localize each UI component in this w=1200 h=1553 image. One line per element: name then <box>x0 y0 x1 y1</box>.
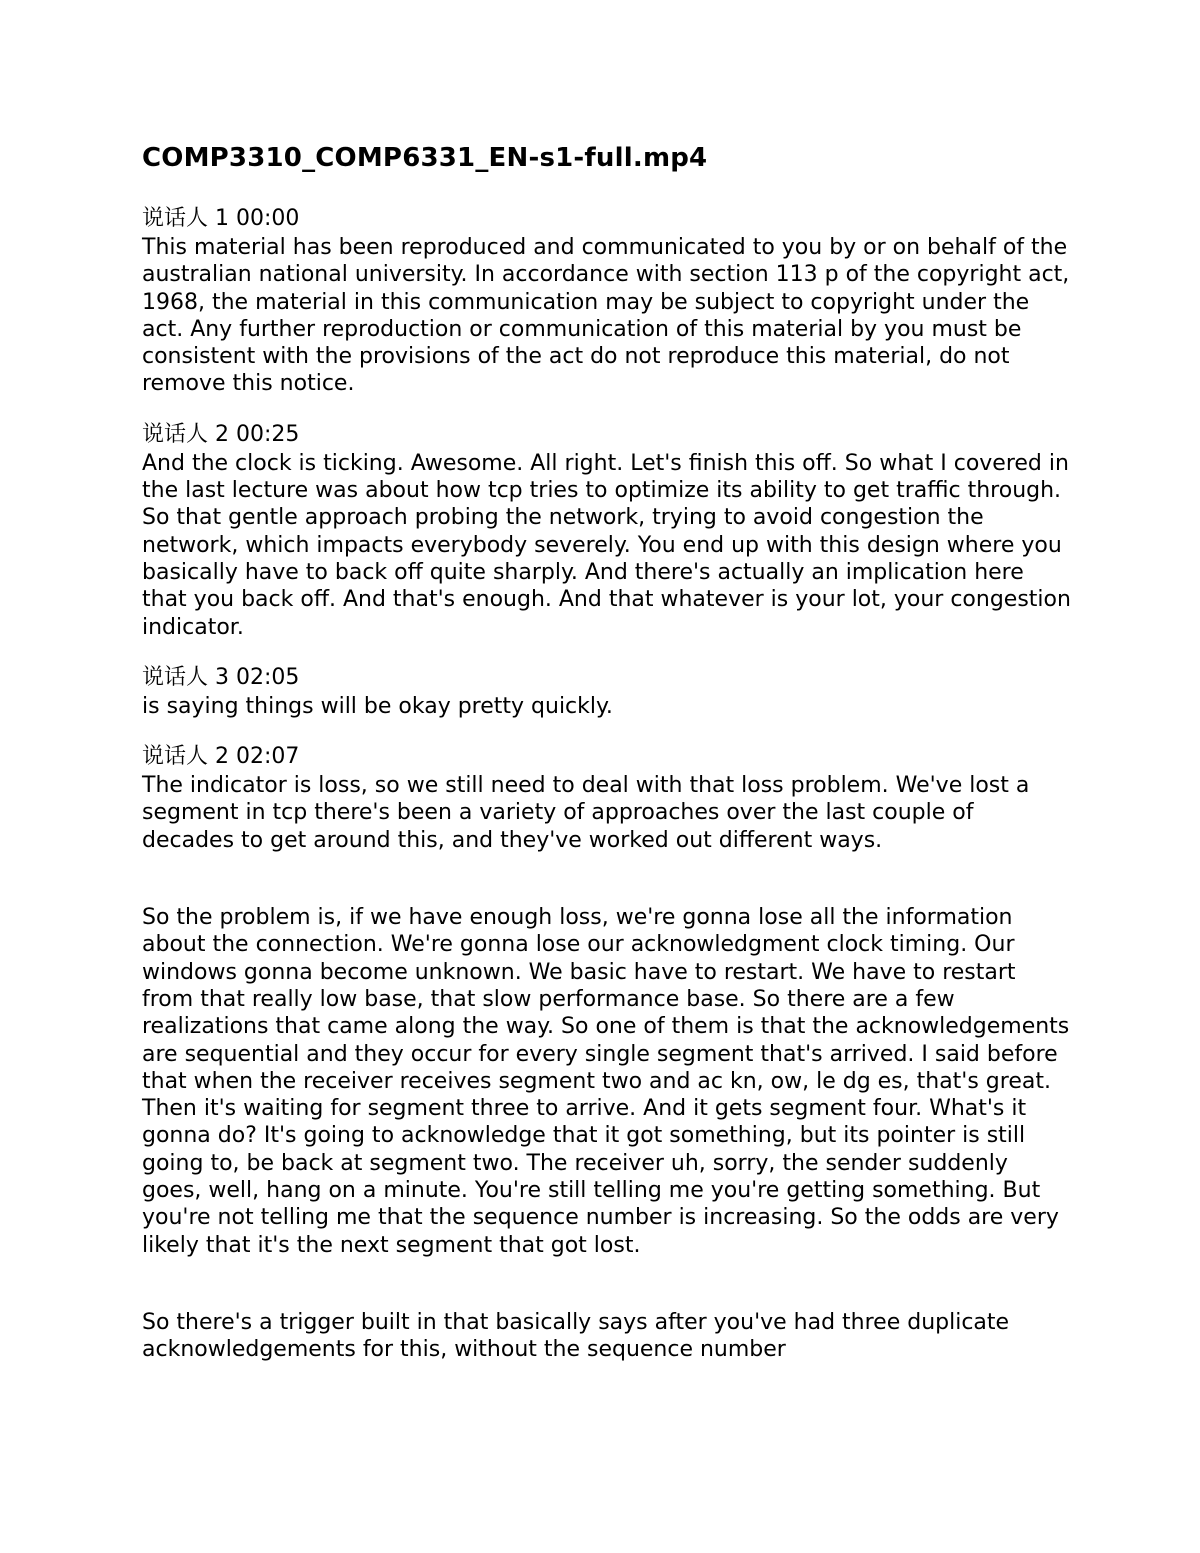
speaker-timestamp: 说话人 2 02:07 <box>142 744 300 770</box>
segment-text: The indicator is loss, so we still need to deal with that loss problem. We've lost a segment in tcp there's been a variety of approaches over the last couple of decades to get around this, and they've worked out different ways. <box>142 773 1030 853</box>
segment-paragraph: So there's a trigger built in that basically says after you've had three duplicate acknowledgements for this, without the sequence number <box>142 1309 1010 1363</box>
transcript-segment <box>142 742 1072 1363</box>
segment-text: This material has been reproduced and communicated to you by or on behalf of the australian national university. In accordance with section 113 p of the copyright act, 1968, the material in this communication may be subject to copyright under the act. Any further reproduction or communication of this material by you must be consistent with the provisions of the act do not reproduce this material, do not remove this notice. <box>142 235 1070 397</box>
segment-paragraph: So the problem is, if we have enough loss, we're gonna lose all the information about the connection. We're gonna lose our acknowledgment clock timing. Our windows gonna become unknown. We basic have to restart. We have to restart from that really low base, that slow performance base. So there are a few realizations that came along the way. So one of them is that the acknowledgements are sequential and they occur for every single segment that's arrived. I said before that when the receiver receives segment two and ac kn, ow, le dg es, that's great. Then it's waiting for segment three to arrive. And it gets segment four. What's it gonna do? It's going to acknowledge that it got something, but its pointer is still going to, be back at segment two. The receiver uh, sorry, the sender suddenly goes, well, hang on a minute. You're still telling me you're getting something. But you're not telling me that the sequence number is increasing. So the odds are very likely that it's the next segment that got lost. <box>142 905 1070 1258</box>
speaker-timestamp: 说话人 2 00:25 <box>142 421 300 447</box>
transcript-segment <box>142 663 1072 720</box>
document-title: COMP3310_COMP6331_EN-s1-full.mp4 <box>142 143 708 173</box>
speaker-timestamp: 说话人 1 00:00 <box>142 206 300 231</box>
transcript-segment <box>142 420 1072 641</box>
transcript-segment <box>142 204 1072 398</box>
speaker-timestamp: 说话人 3 02:05 <box>142 664 300 690</box>
transcript-page <box>142 138 1072 1386</box>
segment-text: And the clock is ticking. Awesome. All right. Let's finish this off. So what I covered in the last lecture was about how tcp tries to optimize its ability to get traffic through. So that gentle approach probing the network, trying to avoid congestion the network, which impacts everybody severely. You end up with this design where you basically have to back off quite sharply. And there's actually an implication here that you back off. And that's enough. And that whatever is your lot, your congestion indicator. <box>142 450 1071 640</box>
segment-text: is saying things will be okay pretty quickly. <box>142 693 613 719</box>
